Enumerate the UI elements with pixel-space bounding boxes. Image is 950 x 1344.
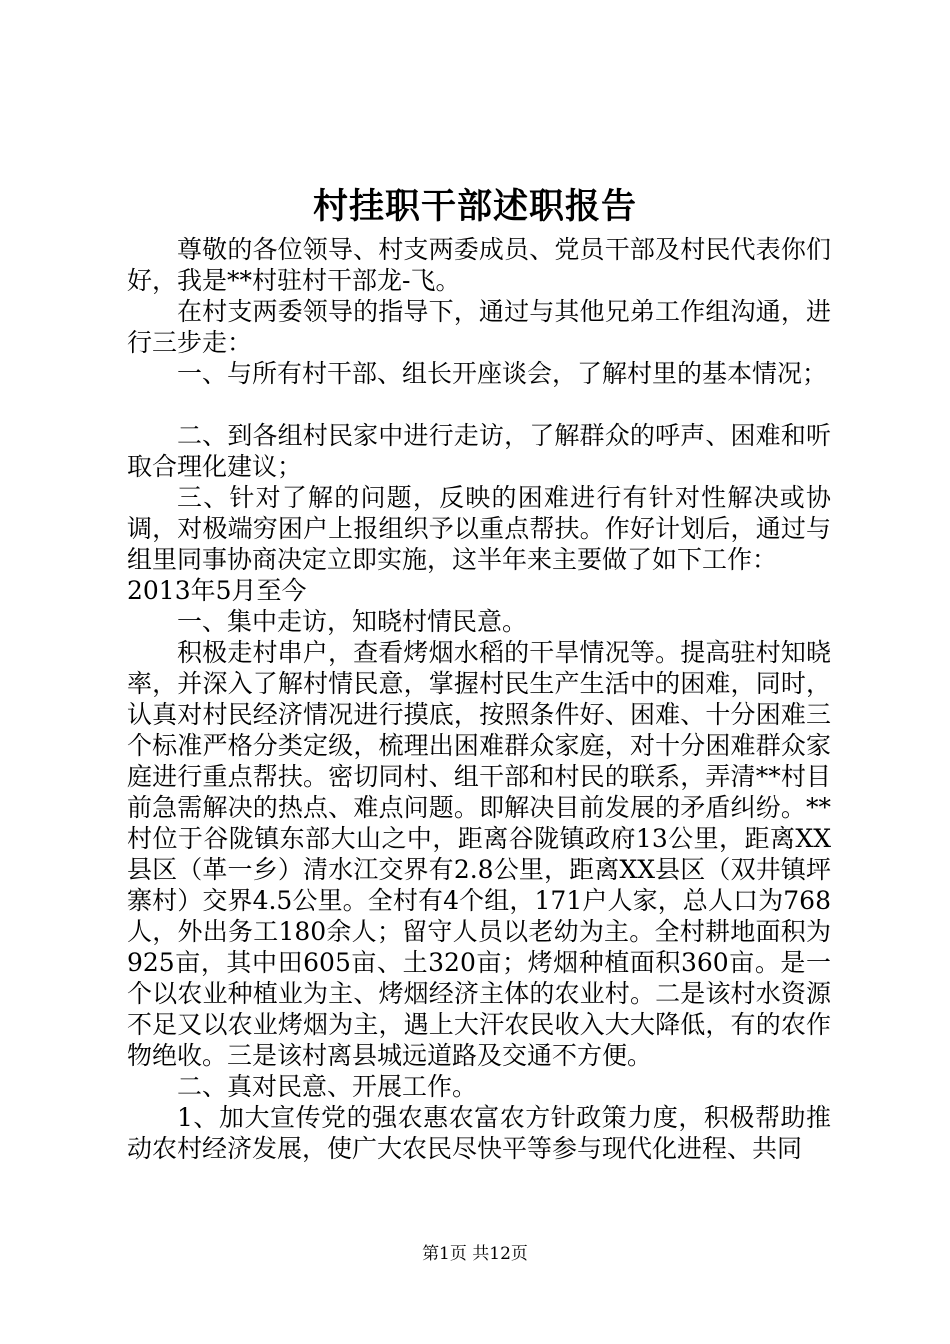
section-heading-one: 一、集中走访，知晓村情民意。 bbox=[177, 607, 528, 636]
paragraph-village-situation: 积极走村串户，查看烤烟水稻的干旱情况等。提高驻村知晓率，并深入了解村情民意，掌握村民生产生活中的困难，同时，认真对村民经济情况进行摸底，按照条件好、困难、十分困难三个标准严格分类定级，梳理出困难群众家庭，对十分困难群众家庭进行重点帮扶。密切同村、组干部和村民的联系，弄清**村目前急需解决的热点、难点问题。即解决目前发展的矛盾纠纷。**村位于谷陇镇东部大山之中，距离谷陇镇政府13公里，距离XX县区（革一乡）清水江交界有2.8公里，距离XX县区（双井镇坪寨村）交界4.5公里。全村有4个组，171户人家，总人口为768人，外出务工180余人；留守人员以老幼为主。全村耕地面积为925亩，其中田605亩、土320亩；烤烟种植面积360亩。是一个以农业种植业为主、烤烟经济主体的农业村。二是该村水资源不足又以农业烤烟为主，遇上大汗农民收入大大降低，有的农作物绝收。三是该村离县城远道路及交通不方便。 bbox=[127, 638, 831, 1070]
paragraph-policy: 1、加大宣传党的强农惠农富农方针政策力度，积极帮助推动农村经济发展，使广大农民尽快平等参与现代化进程、共同 bbox=[127, 1103, 831, 1163]
paragraph-step-three: 三、针对了解的问题，反映的困难进行有针对性解决或协调，对极端穷困户上报组织予以重点帮扶。作好计划后，通过与组里同事协商决定立即实施，这半年来主要做了如下工作： bbox=[127, 483, 831, 574]
paragraph-step-two: 二、到各组村民家中进行走访，了解群众的呼声、困难和听取合理化建议； bbox=[127, 421, 831, 481]
document-body bbox=[127, 234, 831, 1164]
paragraph-intro: 在村支两委领导的指导下，通过与其他兄弟工作组沟通，进行三步走： bbox=[127, 297, 831, 357]
document-title: 村挂职干部述职报告 bbox=[312, 186, 637, 227]
paragraph-greeting: 尊敬的各位领导、村支两委成员、党员干部及村民代表你们好，我是**村驻村干部龙-飞。 bbox=[127, 235, 831, 295]
paragraph-date: 2013年5月至今 bbox=[127, 576, 307, 605]
section-heading-two: 二、真对民意、开展工作。 bbox=[177, 1072, 478, 1101]
page-footer: 第1页 共12页 bbox=[422, 1244, 528, 1264]
paragraph-step-one: 一、与所有村干部、组长开座谈会，了解村里的基本情况； bbox=[177, 359, 828, 388]
